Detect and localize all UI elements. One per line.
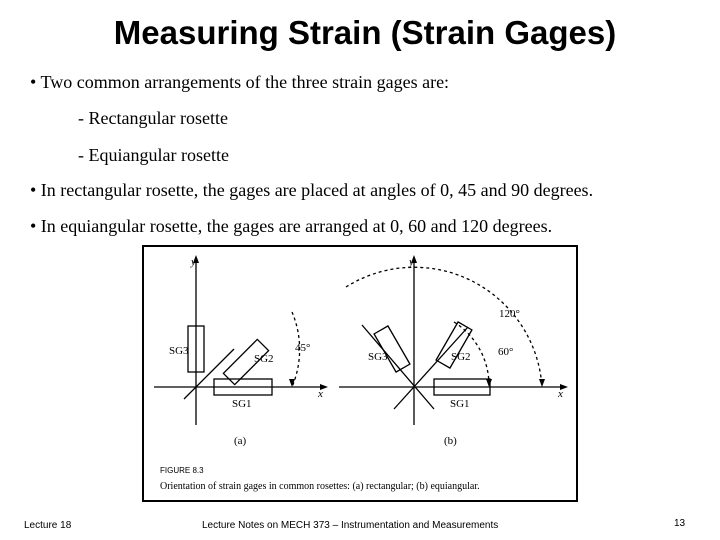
figure-label: FIGURE 8.3 bbox=[160, 466, 204, 475]
panel-b-sg1-label: SG1 bbox=[450, 398, 470, 410]
footer-course-title: Lecture Notes on MECH 373 – Instrumentation and Measurements bbox=[202, 520, 499, 531]
bullet-equiangular: • In equiangular rosette, the gages are arranged at 0, 60 and 120 degrees. bbox=[30, 216, 553, 236]
footer-page-number: 13 bbox=[674, 518, 686, 529]
panel-a-diagonal-line bbox=[184, 349, 234, 399]
panel-b-60-label: 60° bbox=[498, 346, 514, 358]
panel-b-60deg-line bbox=[394, 327, 468, 409]
panel-b-120-label: 120° bbox=[499, 308, 520, 320]
panel-b-sg3-gage bbox=[374, 326, 410, 372]
panel-b-60-arc-arrow-icon bbox=[486, 379, 492, 387]
panel-a-caption: (a) bbox=[234, 435, 247, 447]
panel-b-120-arc-arrow-icon bbox=[539, 379, 545, 387]
panel-b-caption: (b) bbox=[444, 435, 457, 447]
panel-a-sg3-label: SG3 bbox=[169, 345, 189, 357]
panel-a-y-label: y bbox=[191, 256, 196, 268]
slide-title: Measuring Strain (Strain Gages) bbox=[113, 14, 617, 51]
panel-b-120deg-line bbox=[362, 325, 434, 409]
panel-a-x-label: x bbox=[318, 388, 323, 400]
panel-b-sg3-label: SG3 bbox=[368, 351, 388, 363]
panel-a-angle-label: 45° bbox=[295, 342, 311, 354]
footer-lecture: Lecture 18 bbox=[24, 520, 72, 531]
bullet-rectangular: • In rectangular rosette, the gages are placed at angles of 0, 45 and 90 degrees. bbox=[30, 180, 594, 200]
panel-b-y-label: y bbox=[409, 256, 414, 268]
rosette-figure bbox=[142, 245, 578, 502]
panel-b-120deg-arc bbox=[346, 267, 542, 387]
panel-a-sg2-label: SG2 bbox=[254, 353, 274, 365]
panel-a-sg1-label: SG1 bbox=[232, 398, 252, 410]
rosette-diagram bbox=[144, 247, 576, 500]
bullet-intro: • Two common arrangements of the three strain gages are: bbox=[30, 72, 450, 92]
sub-item-equiangular: - Equiangular rosette bbox=[78, 145, 229, 165]
panel-b-x-label: x bbox=[558, 388, 563, 400]
sub-item-rectangular: - Rectangular rosette bbox=[78, 108, 228, 128]
figure-caption: Orientation of strain gages in common rosettes: (a) rectangular; (b) equiangular. bbox=[160, 481, 480, 492]
panel-b-sg2-label: SG2 bbox=[451, 351, 471, 363]
